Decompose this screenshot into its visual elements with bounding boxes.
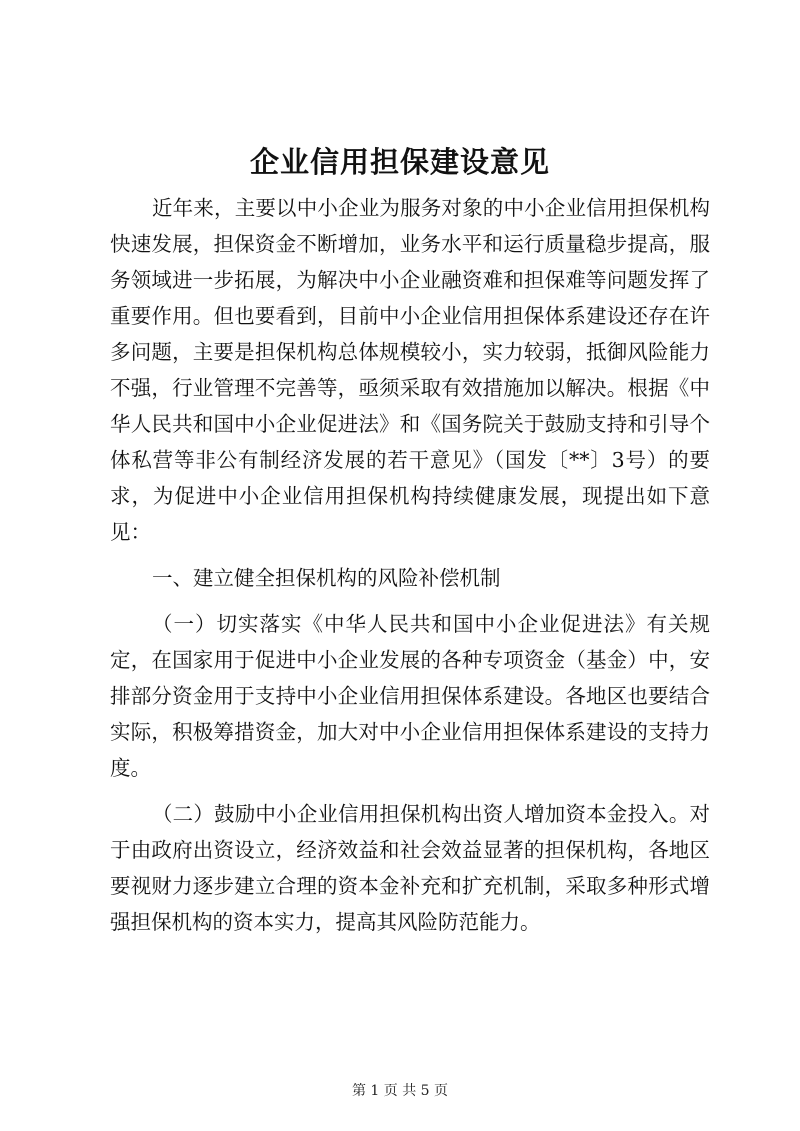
- page-footer: 第 1 页 共 5 页: [351, 1083, 449, 1099]
- section-1-heading: 一、建立健全担保机构的风险补偿机制: [152, 566, 501, 590]
- document-body: [110, 190, 710, 940]
- item-2-paragraph: （二）鼓励中小企业信用担保机构出资人增加资本金投入。对于由政府出资设立，经济效益和社会效益显著的担保机构，各地区要视财力逐步建立合理的资本金补充和扩充机制，采取多种形式增强担保机构的资本实力，提高其风险防范能力。: [110, 802, 710, 934]
- intro-paragraph: 近年来，主要以中小企业为服务对象的中小企业信用担保机构快速发展，担保资金不断增加，业务水平和运行质量稳步提高，服务领域进一步拓展，为解决中小企业融资难和担保难等问题发挥了重要作用。但也要看到，目前中小企业信用担保体系建设还存在许多问题，主要是担保机构总体规模较小，实力较弱，抵御风险能力不强，行业管理不完善等，亟须采取有效措施加以解决。根据《中华人民共和国中小企业促进法》和《国务院关于鼓励支持和引导个体私营等非公有制经济发展的若干意见》（国发〔**〕3号）的要求，为促进中小企业信用担保机构持续健康发展，现提出如下意见：: [110, 196, 710, 544]
- item-1-paragraph: （一）切实落实《中华人民共和国中小企业促进法》有关规定，在国家用于促进中小企业发展的各种专项资金（基金）中，安排部分资金用于支持中小企业信用担保体系建设。各地区也要结合实际，积极筹措资金，加大对中小企业信用担保体系建设的支持力度。: [110, 612, 710, 780]
- document-title: 企业信用担保建设意见: [249, 145, 550, 179]
